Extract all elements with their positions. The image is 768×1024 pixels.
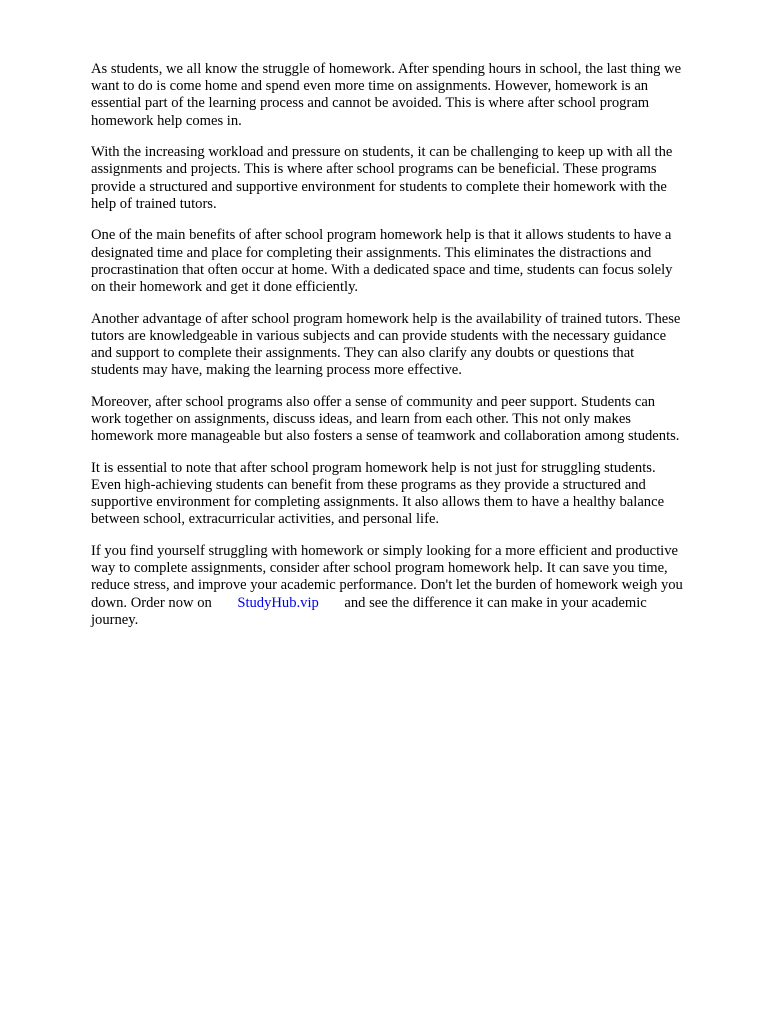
- paragraph-tutors: Another advantage of after school program homework help is the availability of trained tutors. These tutors are knowledgeable in various subjects and can provide students with the necessary guidance and support to complete their assignments. They can also clarify any doubts or questions that students may have, making the learning process more effective.: [91, 310, 681, 379]
- closing-text-before-link: If you find yourself struggling with homework or simply looking for a more efficient and productive way to complete assignments, consider after school program homework help. It can save you time, reduce stress, and improve your academic performance. Don't let the burden of homework weigh you down. Order now on: [91, 543, 683, 611]
- paragraph-intro: As students, we all know the struggle of homework. After spending hours in school, the last thing we want to do is come home and spend even more time on assignments. However, homework is an essential part of the learning process and cannot be avoided. This is where after school program homework help comes in.: [91, 61, 682, 129]
- paragraph-high-achievers: It is essential to note that after school program homework help is not just for struggling students. Even high-achieving students can benefit from these programs as they provide a structured and supportive environment for completing assignments. It also allows them to have a healthy balance between school, extracurricular activities, and personal life.: [91, 459, 665, 528]
- paragraph-community: Moreover, after school programs also offer a sense of community and peer support. Students can work together on assignments, discuss ideas, and learn from each other. This not only makes homework more manageable but also fosters a sense of teamwork and collaboration among students.: [91, 393, 680, 445]
- paragraph-main-benefits: One of the main benefits of after school program homework help is that it allows students to have a designated time and place for completing their assignments. This eliminates the distractions and procrastination that often occur at home. With a dedicated space and time, students can focus solely on their homework and get it done efficiently.: [91, 227, 673, 296]
- studyhub-link[interactable]: StudyHub.vip: [237, 594, 319, 611]
- closing-text-after-link: and see the difference it can make in your academic journey.: [91, 594, 647, 628]
- paragraph-closing: [91, 543, 726, 629]
- document-page: [91, 61, 726, 643]
- paragraph-workload: With the increasing workload and pressure on students, it can be challenging to keep up with all the assignments and projects. This is where after school programs can be beneficial. These programs provide a structured and supportive environment for students to complete their homework with the help of trained tutors.: [91, 144, 673, 212]
